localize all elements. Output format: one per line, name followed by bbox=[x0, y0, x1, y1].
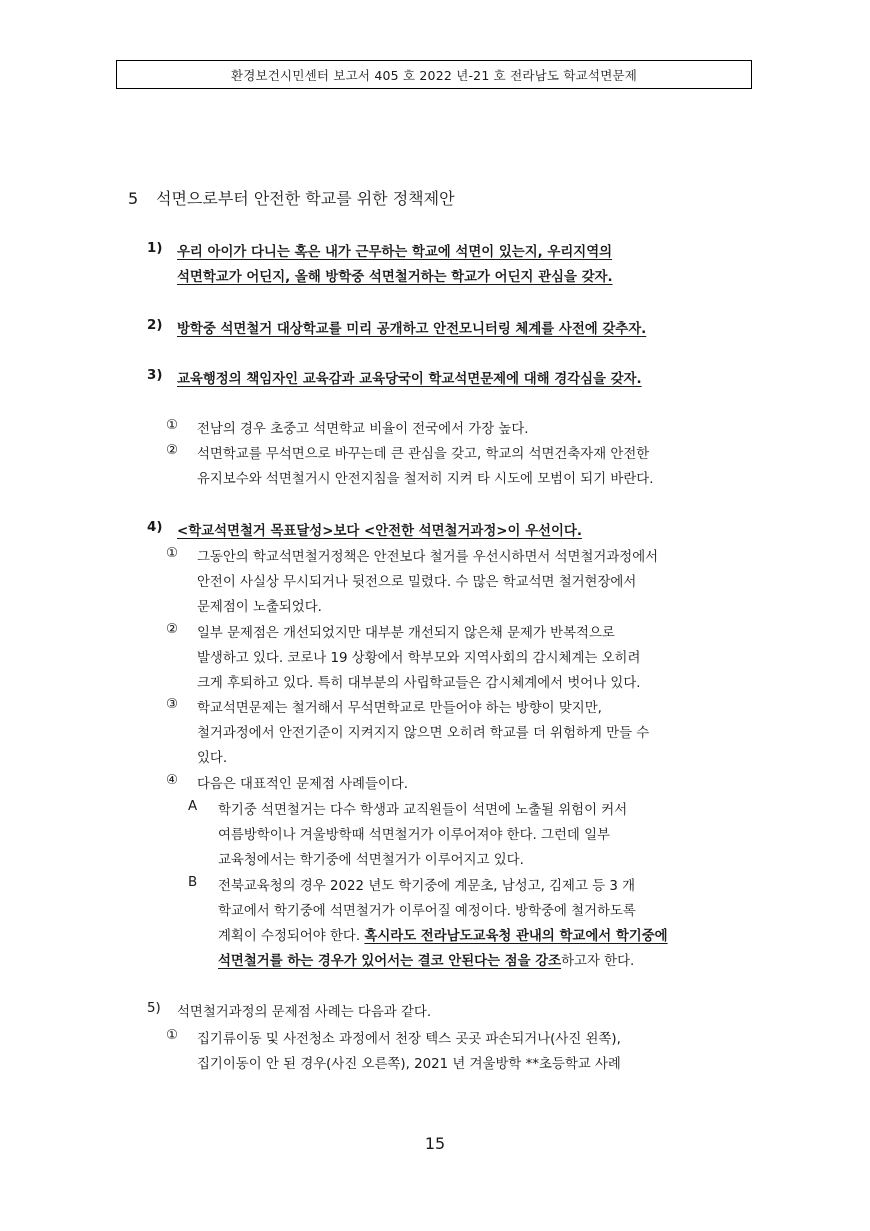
item-number: 4) bbox=[147, 520, 163, 535]
emphasis-text: 혹시라도 전라남도교육청 관내의 학교에서 학기중에 bbox=[364, 929, 668, 944]
circled-marker: ① bbox=[166, 1028, 179, 1043]
circled-marker: ④ bbox=[166, 773, 179, 788]
plain-text: 계획이 수정되어야 한다. bbox=[218, 929, 365, 944]
circled-marker: ② bbox=[166, 443, 179, 458]
paragraph-line: 그동안의 학교석면철거정책은 안전보다 철거를 우선시하면서 석면철거과정에서 bbox=[197, 550, 659, 565]
paragraph-line: 학기중 석면철거는 다수 학생과 교직원들이 석면에 노출될 위험이 커서 bbox=[218, 803, 628, 818]
case-marker: B bbox=[188, 875, 198, 890]
paragraph-line: 안전이 사실상 무시되거나 뒷전으로 밀렸다. 수 많은 학교석면 철거현장에서 bbox=[197, 575, 637, 590]
paragraph-line: 교육청에서는 학기중에 석면철거가 이루어지고 있다. bbox=[218, 853, 524, 868]
paragraph-line: 발생하고 있다. 코로나 19 상황에서 학부모와 지역사회의 감시체계는 오히려 bbox=[197, 651, 641, 666]
section-number: 5 bbox=[128, 189, 139, 208]
section-title bbox=[128, 186, 455, 209]
item-line: 방학중 석면철거 대상학교를 미리 공개하고 안전모니터링 체계를 사전에 갖추자. bbox=[177, 322, 647, 337]
item-number: 5) bbox=[147, 1001, 161, 1016]
paragraph-line: 일부 문제점은 개선되었지만 대부분 개선되지 않은채 문제가 반복적으로 bbox=[197, 626, 615, 641]
emphasis-text: 석면철거를 하는 경우가 있어서는 결코 안된다는 점을 강조 bbox=[218, 954, 562, 969]
paragraph-line: 유지보수와 석면철거시 안전지침을 철저히 지켜 타 시도에 모범이 되기 바란다. bbox=[197, 472, 654, 487]
circled-marker: ③ bbox=[166, 697, 179, 712]
case-marker: A bbox=[188, 799, 198, 814]
paragraph-line: 집기이동이 안 된 경우(사진 오른쪽), 2021 년 겨울방학 **초등학교 사례 bbox=[197, 1057, 621, 1072]
item-line: 석면철거과정의 문제점 사례는 다음과 같다. bbox=[177, 1005, 432, 1020]
item-line: 석면학교가 어딘지, 올해 방학중 석면철거하는 학교가 어딘지 관심을 갖자. bbox=[177, 270, 613, 285]
paragraph-line: 학교에서 학기중에 석면철거가 이루어질 예정이다. 방학중에 철거하도록 bbox=[218, 904, 636, 919]
proposal-item-5 bbox=[147, 1001, 432, 1020]
circled-marker: ② bbox=[166, 622, 179, 637]
paragraph-line: 철거과정에서 안전기준이 지켜지지 않으면 오히려 학교를 더 위험하게 만들 수 bbox=[197, 726, 650, 741]
paragraph-line: 문제점이 노출되었다. bbox=[197, 600, 322, 615]
item-number: 1) bbox=[147, 241, 163, 256]
paragraph-line: 전남의 경우 초중고 석면학교 비율이 전국에서 가장 높다. bbox=[197, 422, 529, 437]
paragraph-line: 크게 후퇴하고 있다. 특히 대부분의 사립학교들은 감시체계에서 벗어나 있다. bbox=[197, 676, 641, 691]
paragraph-line: 학교석면문제는 철거해서 무석면학교로 만들어야 하는 방향이 맞지만, bbox=[197, 701, 602, 716]
paragraph-line: 있다. bbox=[197, 751, 228, 766]
plain-text: 하고자 한다. bbox=[561, 954, 635, 969]
item-line: <학교석면철거 목표달성>보다 <안전한 석면철거과정>이 우선이다. bbox=[177, 524, 582, 539]
item-number: 2) bbox=[147, 318, 163, 333]
paragraph-line: 여름방학이나 겨울방학때 석면철거가 이루어져야 한다. 그런데 일부 bbox=[218, 828, 610, 843]
paragraph-line bbox=[218, 950, 634, 969]
paragraph-line: 전북교육청의 경우 2022 년도 학기중에 계문초, 남성고, 김제고 등 3 개 bbox=[218, 879, 636, 894]
paragraph-line: 다음은 대표적인 문제점 사례들이다. bbox=[197, 777, 409, 792]
circled-marker: ① bbox=[166, 546, 179, 561]
paragraph-line: 석면학교를 무석면으로 바꾸는데 큰 관심을 갖고, 학교의 석면건축자재 안전한 bbox=[197, 447, 650, 462]
paragraph-line: 집기류이동 및 사전청소 과정에서 천장 텍스 곳곳 파손되거나(사진 왼쪽), bbox=[197, 1032, 621, 1047]
item-line: 우리 아이가 다니는 혹은 내가 근무하는 학교에 석면이 있는지, 우리지역의 bbox=[177, 245, 613, 260]
item-line: 교육행정의 책임자인 교육감과 교육당국이 학교석면문제에 대해 경각심을 갖자. bbox=[177, 372, 642, 387]
item-number: 3) bbox=[147, 368, 163, 383]
paragraph-line bbox=[218, 925, 668, 944]
page-number: 15 bbox=[424, 1134, 446, 1153]
report-header: 환경보건시민센터 보고서 405 호 2022 년-21 호 전라남도 학교석면문제 bbox=[116, 60, 752, 89]
circled-marker: ① bbox=[166, 418, 179, 433]
section-title-text: 석면으로부터 안전한 학교를 위한 정책제안 bbox=[156, 189, 455, 208]
